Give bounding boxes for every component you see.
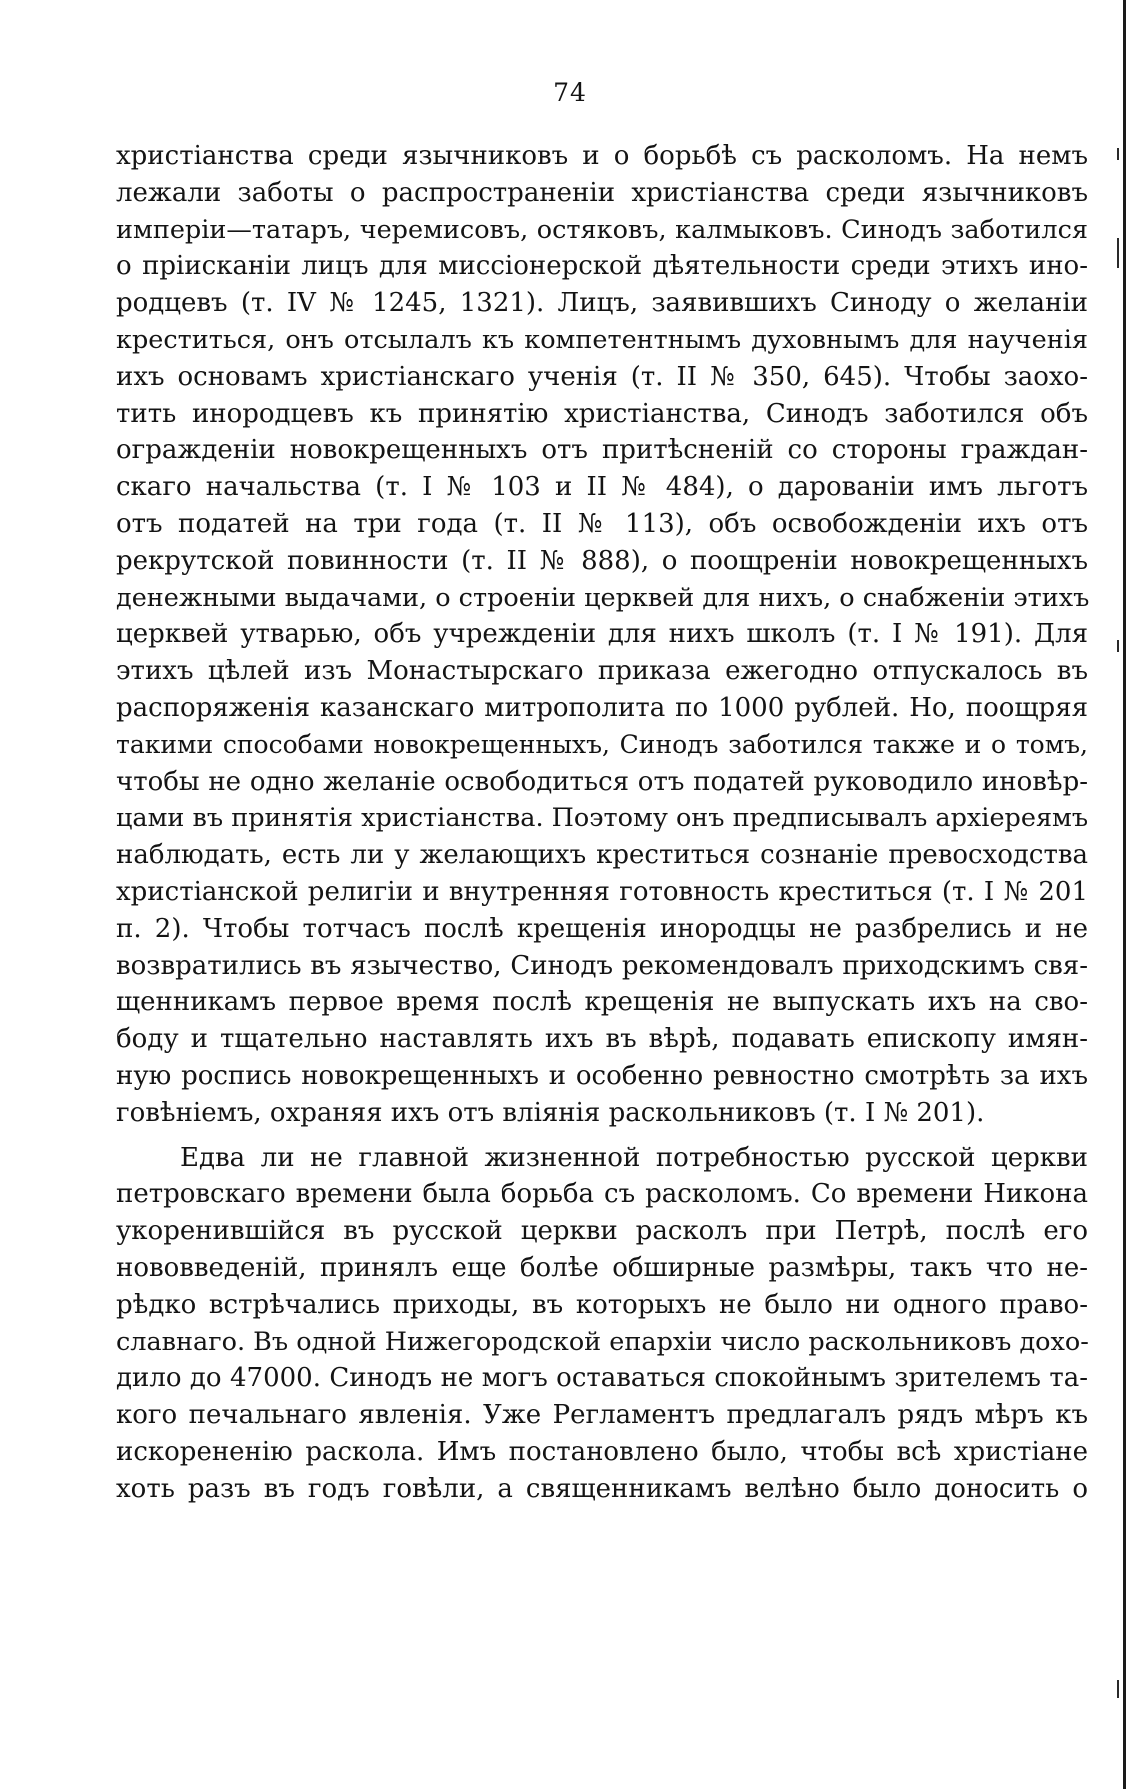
text-line: дило до 47000. Синодъ не могъ оставаться спокойнымъ зрителемъ та-	[116, 1363, 1088, 1394]
text-line: возвратились въ язычество, Синодъ рекомендовалъ приходскимъ свя-	[116, 950, 1088, 981]
page-binding-edge	[1123, 0, 1126, 1789]
text-line: рекрутской повинности (т. II № 888), о поощреніи новокрещенныхъ	[116, 545, 1088, 576]
text-line: этихъ цѣлей изъ Монастырскаго приказа ежегодно отпускалось въ	[116, 656, 1088, 687]
paragraph-gap	[116, 1132, 1088, 1140]
text-line: креститься, онъ отсылалъ къ компетентнымъ духовнымъ для наученія	[116, 324, 1088, 355]
text-line: наблюдать, есть ли у желающихъ креститься сознаніе превосходства	[116, 840, 1088, 871]
paragraph-1	[116, 138, 1088, 1132]
text-line: лежали заботы о распространеніи христіанства среди язычниковъ	[116, 177, 1088, 208]
text-line: церквей утварью, объ учрежденіи для нихъ школъ (т. I № 191). Для	[116, 619, 1088, 650]
text-line: искорененію раскола. Имъ постановлено было, чтобы всѣ христіане	[116, 1436, 1088, 1467]
text-line: ихъ основамъ христіанскаго ученія (т. II № 350, 645). Чтобы заохо-	[116, 361, 1088, 392]
text-line: хоть разъ въ годъ говѣли, а священникамъ велѣно было доносить о	[116, 1473, 1088, 1504]
text-line: тить инородцевъ къ принятію христіанства, Синодъ заботился объ	[116, 398, 1088, 429]
text-line: говѣніемъ, охраняя ихъ отъ вліянія раскольниковъ (т. I № 201).	[116, 1097, 985, 1128]
text-line: христіанской религіи и внутренняя готовность креститься (т. I № 201	[116, 876, 1088, 907]
scan-edge-mark	[1117, 148, 1119, 160]
text-line: петровскаго времени была борьба съ расколомъ. Со времени Никона	[116, 1179, 1088, 1210]
text-line: такими способами новокрещенныхъ, Синодъ заботился также и о томъ,	[116, 729, 1088, 759]
text-line: скаго начальства (т. I № 103 и II № 484), о дарованіи имъ льготъ	[116, 472, 1088, 503]
text-line: распоряженія казанскаго митрополита по 1000 рублей. Но, поощряя	[116, 692, 1088, 723]
text-line: отъ податей на три года (т. II № 113), объ освобожденіи ихъ отъ	[116, 508, 1088, 539]
text-line: ную роспись новокрещенныхъ и особенно ревностно смотрѣть за ихъ	[116, 1060, 1088, 1091]
text-line: кого печальнаго явленія. Уже Регламентъ предлагалъ рядъ мѣръ къ	[116, 1400, 1088, 1431]
scan-edge-mark	[1117, 640, 1119, 652]
text-line: п. 2). Чтобы тотчасъ послѣ крещенія инородцы не разбрелись и не	[116, 913, 1088, 944]
page-body	[116, 138, 1088, 1507]
text-line: о пріисканіи лицъ для миссіонерской дѣятельности среди этихъ ино-	[116, 251, 1088, 282]
text-line: денежными выдачами, о строеніи церквей для нихъ, о снабженіи этихъ	[116, 582, 1090, 613]
text-line: цами въ принятія христіанства. Поэтому онъ предписывалъ архіереямъ	[116, 803, 1089, 834]
text-line: чтобы не одно желаніе освободиться отъ податей руководило иновѣр-	[116, 766, 1088, 797]
text-line: боду и тщательно наставлять ихъ въ вѣрѣ, подавать епископу имян-	[116, 1024, 1088, 1055]
text-line: щенникамъ первое время послѣ крещенія не выпускать ихъ на сво-	[116, 987, 1088, 1018]
text-line: Едва ли не главной жизненной потребностью русской церкви	[180, 1142, 1088, 1173]
text-line: огражденіи новокрещенныхъ отъ притѣсненій со стороны граждан-	[116, 435, 1088, 466]
scan-edge-mark	[1117, 238, 1119, 268]
text-line: укоренившійся въ русской церкви расколъ при Петрѣ, послѣ его	[116, 1216, 1088, 1247]
text-line: христіанства среди язычниковъ и о борьбѣ съ расколомъ. На немъ	[116, 141, 1088, 171]
text-line: имперіи—татаръ, черемисовъ, остяковъ, калмыковъ. Синодъ заботился	[116, 214, 1088, 245]
text-line: славнаго. Въ одной Нижегородской епархіи число раскольниковъ дохо-	[116, 1326, 1089, 1357]
page-number: 74	[553, 78, 587, 107]
text-line: рѣдко встрѣчались приходы, въ которыхъ не было ни одного право-	[116, 1289, 1088, 1320]
paragraph-2	[116, 1140, 1088, 1508]
text-line: родцевъ (т. IV № 1245, 1321). Лицъ, заявившихъ Синоду о желаніи	[116, 288, 1088, 319]
scan-edge-mark	[1117, 1680, 1119, 1698]
text-line: нововведеній, принялъ еще болѣе обширные размѣры, такъ что не-	[116, 1252, 1088, 1283]
